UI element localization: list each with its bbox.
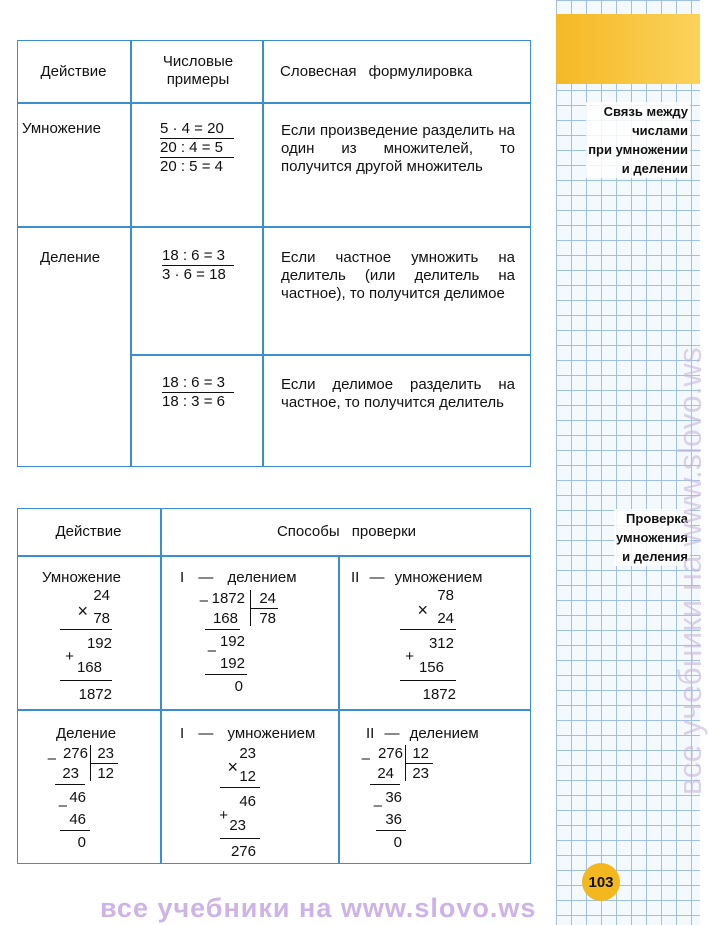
page-number: 103	[582, 863, 620, 901]
row-action-multiplication: Умножение	[22, 120, 102, 137]
method-label: I — умножением	[180, 725, 316, 742]
example-line: 18 : 6 = 3	[162, 247, 234, 266]
method-label: I — делением	[180, 569, 297, 586]
bottom-watermark: все учебники на www.slovo.ws	[100, 893, 537, 923]
header-action: Действие	[55, 523, 122, 540]
product: 276	[230, 843, 256, 860]
yellow-tab	[556, 14, 700, 84]
minus-sign: –	[199, 592, 208, 609]
sidebar-label-line: Проверка	[626, 511, 688, 526]
row-action-division: Деление	[40, 249, 101, 266]
sidebar-label-line: и делении	[621, 161, 688, 176]
multiply-sign: ×	[77, 601, 88, 621]
partial-product: 46	[239, 793, 256, 810]
example-line: 5 · 4 = 20	[160, 120, 234, 139]
sidebar-label-line: числами	[632, 123, 688, 138]
rule-text: Если частное умножить на делитель (или делитель на частное), то получится делимое	[281, 249, 515, 302]
table-divider	[130, 40, 132, 467]
quotient: 78	[259, 610, 276, 627]
sidebar-label-line: и деления	[622, 549, 688, 564]
example-group	[160, 120, 234, 176]
example-line: 20 : 5 = 4	[160, 158, 223, 175]
dividend: 276	[62, 745, 88, 762]
result-line	[400, 629, 456, 630]
divisor: 23	[97, 745, 114, 762]
result-line	[60, 830, 90, 831]
rule-text: Если произведение разделить на один из множителей, то получится другой множитель	[281, 122, 515, 175]
factor: 24	[437, 610, 454, 627]
method-label: II — умножением	[351, 569, 483, 586]
partial-product: 156	[418, 659, 444, 676]
factor: 78	[93, 610, 110, 627]
result-line	[370, 784, 400, 785]
table-divider	[17, 555, 531, 557]
result-line	[60, 629, 112, 630]
table-divider	[262, 40, 264, 467]
table-divider	[160, 508, 162, 864]
header-rule: Словесная формулировка	[280, 63, 473, 80]
header-examples: Числовые примеры	[162, 53, 234, 88]
remainder: 192	[219, 633, 245, 650]
header-action: Действие	[40, 63, 107, 80]
sidebar-label-line: при умножении	[588, 142, 688, 157]
example-group	[162, 374, 234, 411]
multiply-sign: ×	[227, 757, 238, 777]
plus-sign: +	[405, 648, 414, 665]
sidebar-label-line: Связь между	[603, 104, 688, 119]
plus-sign: +	[65, 648, 74, 665]
factor: 78	[437, 587, 454, 604]
division-bracket	[405, 763, 433, 764]
rule-text: Если делимое разделить на частное, то получится делитель	[281, 376, 515, 411]
subtrahend: 168	[212, 610, 238, 627]
example-line: 18 : 3 = 6	[162, 393, 225, 410]
minus-sign: –	[361, 750, 370, 767]
partial-product: 23	[229, 817, 246, 834]
partial-product: 192	[86, 635, 112, 652]
table-divider	[338, 555, 340, 864]
row-action-division: Деление	[56, 725, 117, 742]
subtrahend: 24	[377, 765, 394, 782]
remainder: 36	[385, 789, 402, 806]
partial-product: 312	[428, 635, 454, 652]
quotient: 12	[97, 765, 114, 782]
result-line	[60, 680, 112, 681]
plus-sign: +	[219, 807, 228, 824]
divisor: 24	[259, 590, 276, 607]
result-line	[220, 787, 260, 788]
quotient: 23	[412, 765, 429, 782]
minus-sign: –	[47, 750, 56, 767]
table-divider	[17, 102, 531, 104]
result-line	[400, 680, 456, 681]
example-line: 20 : 4 = 5	[160, 139, 234, 158]
method-label: II — делением	[366, 725, 479, 742]
row-action-multiplication: Умножение	[42, 569, 122, 586]
multiply-sign: ×	[417, 600, 428, 620]
divisor: 12	[412, 745, 429, 762]
result-line	[55, 784, 85, 785]
product: 1872	[78, 686, 112, 703]
minus-sign: –	[207, 642, 216, 659]
result-line	[220, 838, 260, 839]
remainder: 0	[234, 678, 243, 695]
sidebar-label-line: умножения	[615, 530, 688, 545]
factor: 23	[239, 745, 256, 762]
factor: 12	[239, 768, 256, 785]
example-line: 18 : 6 = 3	[162, 374, 234, 393]
vertical-watermark: все учебники на www.slovo.ws	[672, 347, 708, 795]
remainder: 0	[393, 834, 402, 851]
result-line	[205, 674, 247, 675]
division-bracket	[250, 608, 278, 609]
minus-sign: –	[373, 797, 382, 814]
partial-product: 168	[76, 659, 102, 676]
table-divider	[130, 354, 531, 356]
minus-sign: –	[58, 797, 67, 814]
dividend: 276	[377, 745, 403, 762]
table-divider	[17, 709, 531, 711]
remainder: 0	[77, 834, 86, 851]
header-methods: Способы проверки	[276, 523, 417, 540]
remainder: 46	[69, 789, 86, 806]
factor: 24	[93, 587, 110, 604]
example-line: 3 · 6 = 18	[162, 266, 226, 283]
example-group	[162, 247, 234, 284]
division-bracket	[90, 763, 118, 764]
result-line	[376, 830, 406, 831]
table-divider	[17, 226, 531, 228]
subtrahend: 192	[219, 655, 245, 672]
subtrahend: 46	[69, 811, 86, 828]
subtrahend: 23	[62, 765, 79, 782]
subtrahend: 36	[385, 811, 402, 828]
result-line	[205, 629, 240, 630]
dividend: 1872	[211, 590, 245, 607]
product: 1872	[422, 686, 456, 703]
